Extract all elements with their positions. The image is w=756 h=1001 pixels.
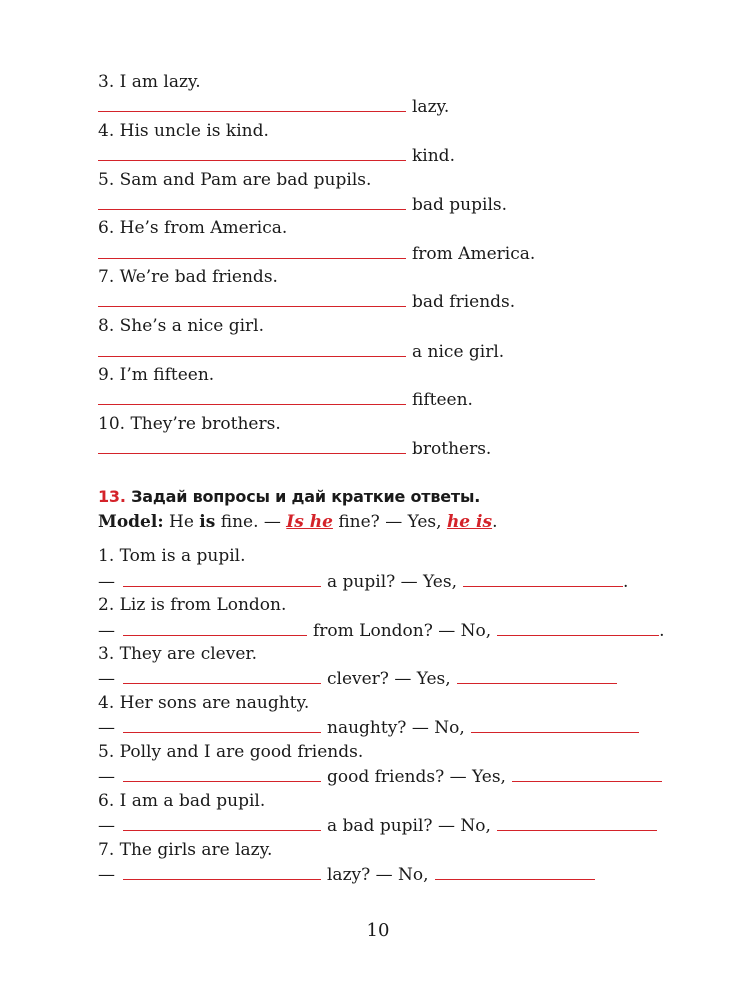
model-sentence-pre: He xyxy=(169,512,200,532)
ex13-question-blank-2[interactable] xyxy=(123,620,307,636)
ex13-number: 13. xyxy=(98,487,126,506)
ex12-blank-10[interactable] xyxy=(98,438,406,454)
ex13-question-blank-1[interactable] xyxy=(123,571,321,587)
ex12-ending-4: kind. xyxy=(412,146,455,166)
page-number: 10 xyxy=(366,920,390,941)
ex13-dash-6: — xyxy=(98,816,115,836)
ex12-sentence-10: 10. They’re brothers. xyxy=(98,414,281,434)
ex12-answer-line-4 xyxy=(98,145,455,166)
ex13-answer-blank-3[interactable] xyxy=(457,668,617,684)
ex13-answer-line-2 xyxy=(98,620,665,641)
ex13-middle-5: good friends? — Yes, xyxy=(327,767,506,787)
ex12-ending-5: bad pupils. xyxy=(412,195,508,215)
ex13-middle-3: clever? — Yes, xyxy=(327,669,451,689)
ex13-middle-1: a pupil? — Yes, xyxy=(327,572,457,592)
ex13-answer-line-1 xyxy=(98,571,628,592)
ex13-sentence-6: 6. I am a bad pupil. xyxy=(98,791,266,811)
ex12-ending-10: brothers. xyxy=(412,439,492,459)
ex12-ending-9: fifteen. xyxy=(412,390,473,410)
ex13-question-blank-5[interactable] xyxy=(123,766,321,782)
ex13-answer-blank-6[interactable] xyxy=(497,815,657,831)
ex12-sentence-5: 5. Sam and Pam are bad pupils. xyxy=(98,170,372,190)
ex13-sentence-4: 4. Her sons are naughty. xyxy=(98,693,310,713)
ex12-sentence-6: 6. He’s from America. xyxy=(98,218,288,238)
model-short-answer: he is xyxy=(446,512,493,532)
ex12-ending-3: lazy. xyxy=(412,97,450,117)
ex13-answer-blank-7[interactable] xyxy=(435,864,595,880)
ex13-answer-blank-2[interactable] xyxy=(497,620,659,636)
ex13-answer-line-5 xyxy=(98,766,662,787)
ex13-dash-3: — xyxy=(98,669,115,689)
ex13-question-blank-4[interactable] xyxy=(123,717,321,733)
ex12-answer-line-6 xyxy=(98,243,535,264)
ex13-answer-blank-1[interactable] xyxy=(463,571,623,587)
ex13-middle-4: naughty? — No, xyxy=(327,718,465,738)
ex12-ending-6: from America. xyxy=(412,244,536,264)
model-end: . xyxy=(492,512,498,532)
ex13-question-blank-3[interactable] xyxy=(123,668,321,684)
ex13-middle-7: lazy? — No, xyxy=(327,865,429,885)
ex13-answer-blank-5[interactable] xyxy=(512,766,662,782)
ex13-end-2: . xyxy=(659,621,665,641)
ex12-answer-line-8 xyxy=(98,341,504,362)
ex12-ending-7: bad friends. xyxy=(412,292,516,312)
ex13-question-blank-6[interactable] xyxy=(123,815,321,831)
ex12-sentence-7: 7. We’re bad friends. xyxy=(98,267,278,287)
model-question-answer: Is he xyxy=(286,512,333,532)
ex13-answer-line-7 xyxy=(98,864,595,885)
ex12-blank-9[interactable] xyxy=(98,389,406,405)
ex13-instruction: Задай вопросы и дай краткие ответы. xyxy=(131,487,481,506)
ex12-sentence-8: 8. She’s a nice girl. xyxy=(98,316,265,336)
ex13-sentence-7: 7. The girls are lazy. xyxy=(98,840,273,860)
ex12-blank-5[interactable] xyxy=(98,194,406,210)
ex12-blank-3[interactable] xyxy=(98,96,406,112)
ex13-dash-5: — xyxy=(98,767,115,787)
ex13-sentence-2: 2. Liz is from London. xyxy=(98,595,287,615)
ex12-blank-7[interactable] xyxy=(98,291,406,307)
ex12-sentence-3: 3. I am lazy. xyxy=(98,72,201,92)
ex12-answer-line-7 xyxy=(98,291,515,312)
ex13-answer-blank-4[interactable] xyxy=(471,717,639,733)
ex12-blank-8[interactable] xyxy=(98,341,406,357)
ex13-dash-4: — xyxy=(98,718,115,738)
ex12-sentence-9: 9. I’m fifteen. xyxy=(98,365,215,385)
model-sentence-bold: is xyxy=(199,512,216,532)
ex12-answer-line-10 xyxy=(98,438,491,459)
ex13-model xyxy=(98,512,497,532)
model-question-post: fine? — Yes, xyxy=(332,512,447,532)
model-label: Model: xyxy=(98,512,164,532)
ex13-sentence-5: 5. Polly and I are good friends. xyxy=(98,742,364,762)
ex13-answer-line-3 xyxy=(98,668,617,689)
model-sentence-post: fine. — xyxy=(215,512,287,532)
ex13-question-blank-7[interactable] xyxy=(123,864,321,880)
ex12-ending-8: a nice girl. xyxy=(412,342,505,362)
ex13-answer-line-4 xyxy=(98,717,639,738)
ex13-heading xyxy=(98,487,480,507)
ex12-blank-6[interactable] xyxy=(98,243,406,259)
ex13-answer-line-6 xyxy=(98,815,657,836)
ex13-dash-2: — xyxy=(98,621,115,641)
ex13-middle-2: from London? — No, xyxy=(313,621,492,641)
ex13-dash-7: — xyxy=(98,865,115,885)
ex13-middle-6: a bad pupil? — No, xyxy=(327,816,491,836)
ex13-sentence-1: 1. Tom is a pupil. xyxy=(98,546,246,566)
ex12-sentence-4: 4. His uncle is kind. xyxy=(98,121,269,141)
ex12-answer-line-9 xyxy=(98,389,473,410)
ex12-answer-line-5 xyxy=(98,194,507,215)
ex12-answer-line-3 xyxy=(98,96,449,117)
ex13-end-1: . xyxy=(622,572,629,592)
ex13-dash-1: — xyxy=(98,572,115,592)
ex12-blank-4[interactable] xyxy=(98,145,406,161)
ex13-sentence-3: 3. They are clever. xyxy=(98,644,258,664)
